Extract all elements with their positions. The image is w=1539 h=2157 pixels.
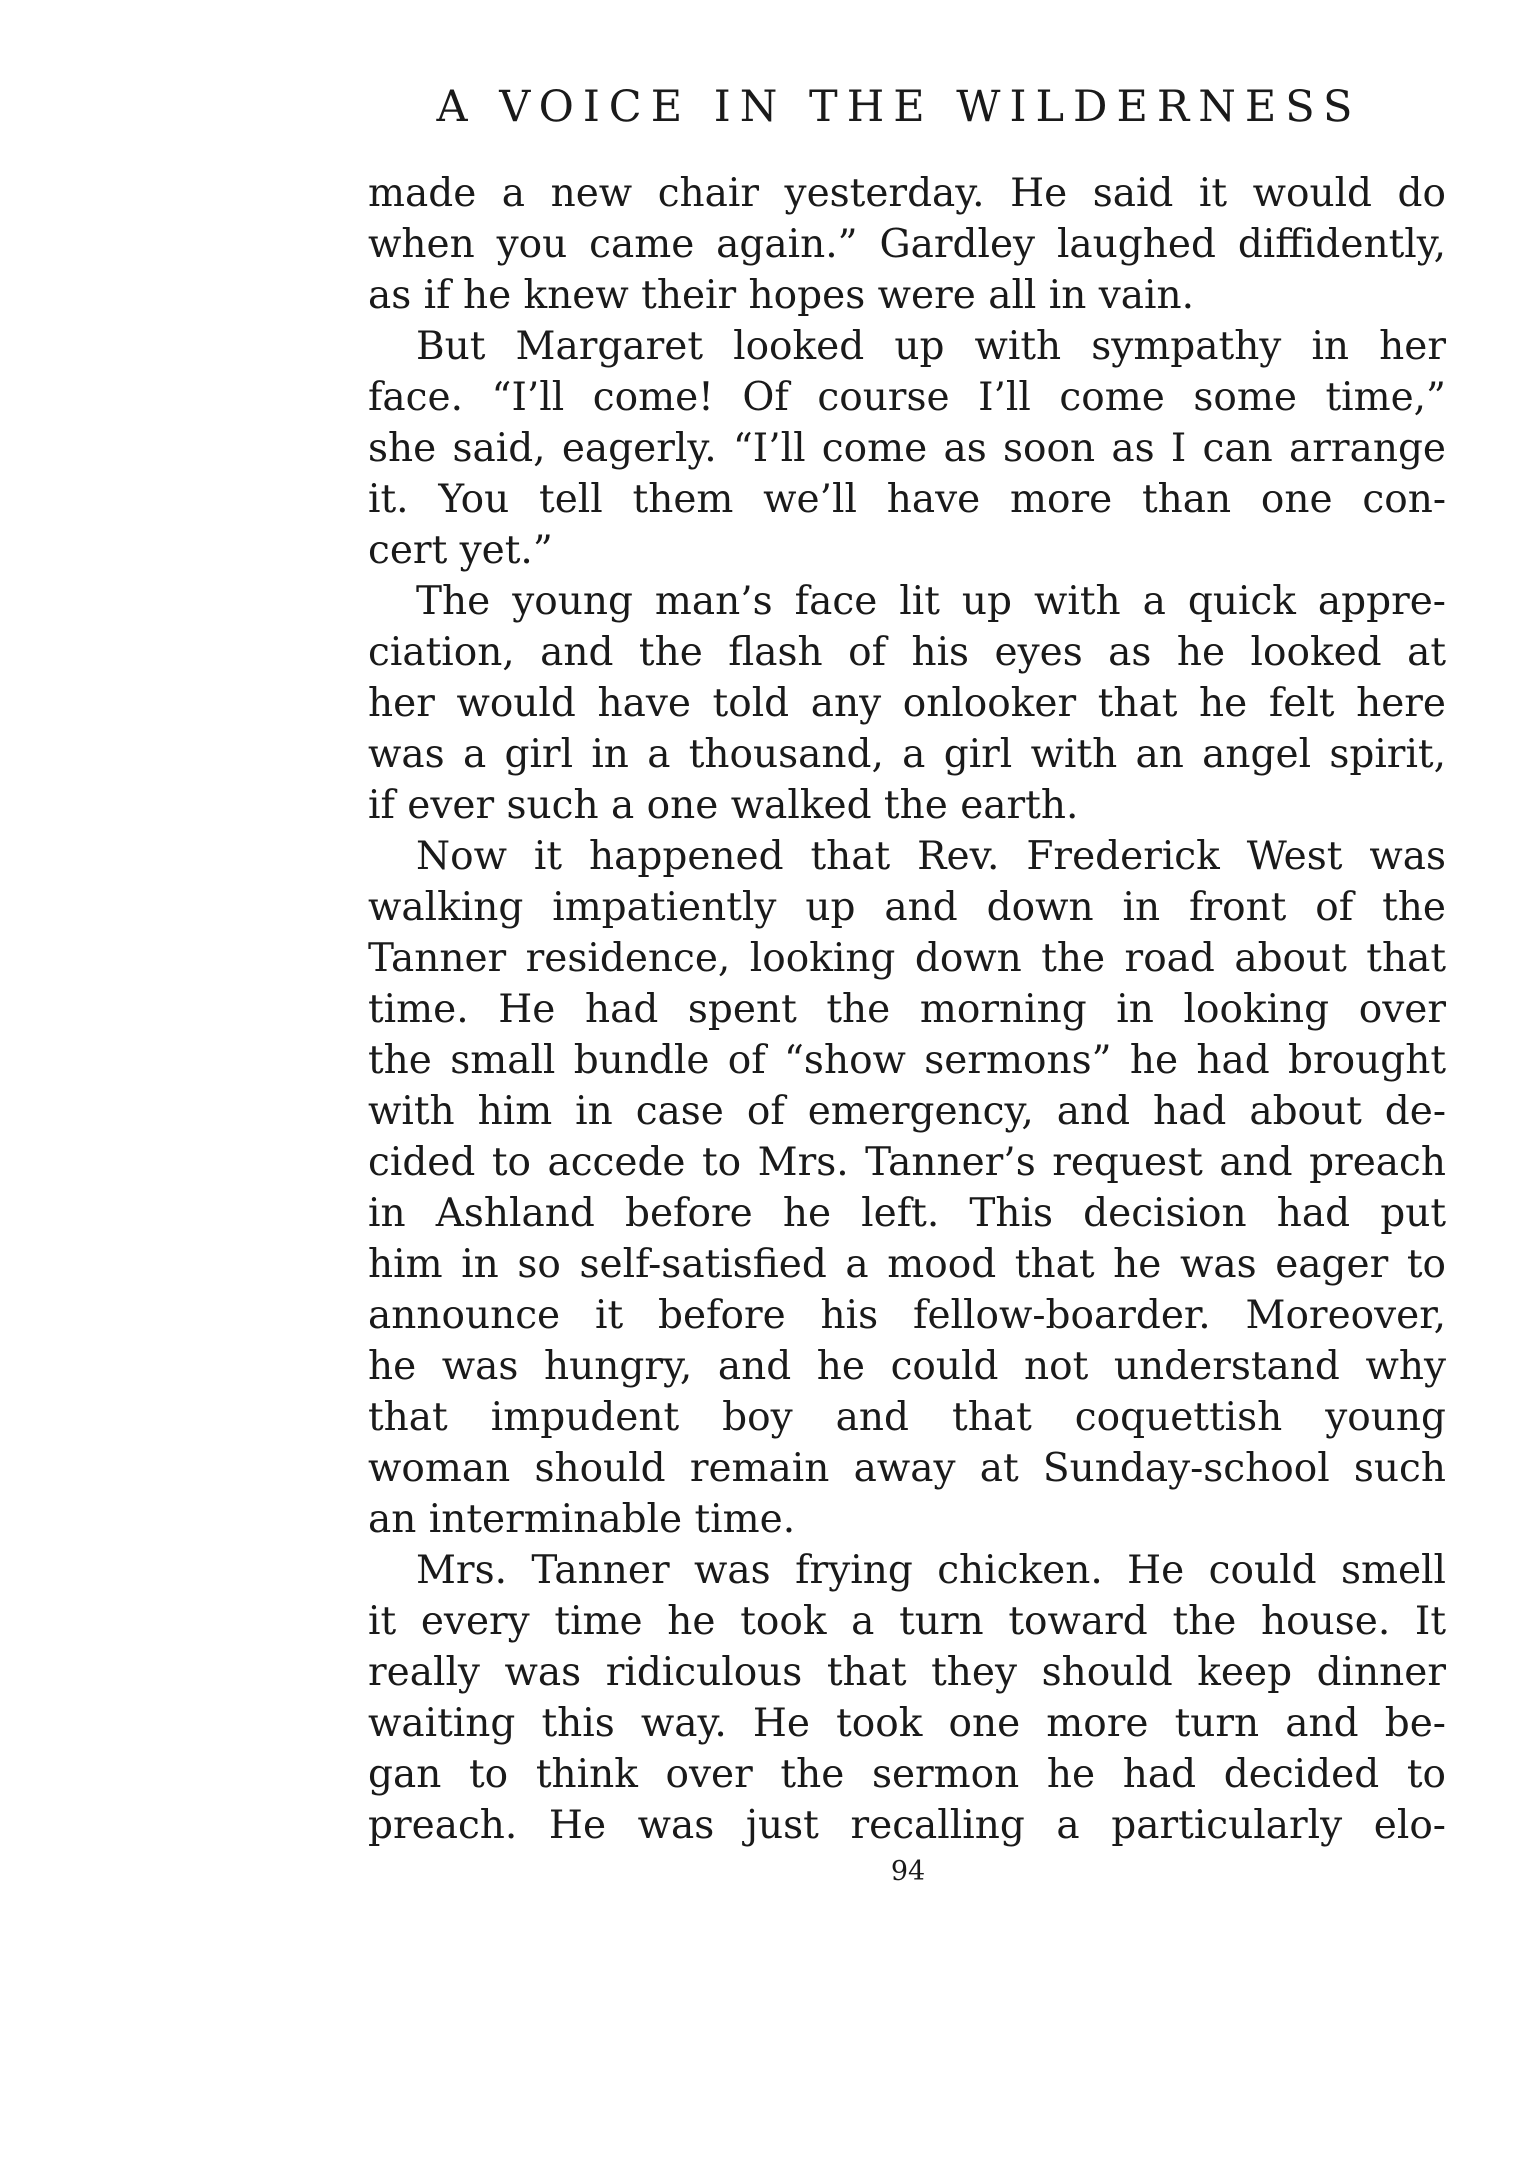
text-line: him in so self-satisfied a mood that he was eager to [368, 1242, 1446, 1287]
body-text [368, 168, 1446, 1851]
text-line: her would have told any onlooker that he felt here [368, 681, 1446, 726]
text-line: the small bundle of “show sermons” he had brought [368, 1038, 1446, 1083]
page-number: 94 [890, 1856, 926, 1887]
running-head: A VOICE IN THE WILDERNESS [436, 82, 1362, 132]
text-line: time. He had spent the morning in looking over [368, 987, 1446, 1032]
text-line: as if he knew their hopes were all in vain. [368, 273, 1195, 318]
text-line: gan to think over the sermon he had decided to [368, 1752, 1446, 1797]
text-line: when you came again.” Gardley laughed diffidently, [368, 222, 1446, 267]
text-line: Mrs. Tanner was frying chicken. He could smell [416, 1548, 1446, 1593]
text-line: he was hungry, and he could not understand why [368, 1344, 1446, 1389]
text-line: it. You tell them we’ll have more than one con- [368, 477, 1446, 522]
text-line: cert yet.” [368, 528, 553, 573]
text-line: cided to accede to Mrs. Tanner’s request and preach [368, 1140, 1446, 1185]
text-line: if ever such a one walked the earth. [368, 783, 1079, 828]
text-line: Now it happened that Rev. Frederick West was [416, 834, 1446, 879]
text-line: with him in case of emergency, and had about de- [368, 1089, 1446, 1134]
text-line: face. “I’ll come! Of course I’ll come some time,” [368, 375, 1446, 420]
text-line: ciation, and the flash of his eyes as he looked at [368, 630, 1446, 675]
text-line: was a girl in a thousand, a girl with an angel spirit, [368, 732, 1446, 777]
text-line: she said, eagerly. “I’ll come as soon as I can arrange [368, 426, 1446, 471]
text-line: woman should remain away at Sunday-school such [368, 1446, 1446, 1491]
text-line: preach. He was just recalling a particularly elo- [368, 1803, 1446, 1848]
text-line: The young man’s face lit up with a quick appre- [416, 579, 1446, 624]
text-line: walking impatiently up and down in front of the [368, 885, 1446, 930]
text-line: announce it before his fellow-boarder. Moreover, [368, 1293, 1446, 1338]
text-line: really was ridiculous that they should keep dinner [368, 1650, 1446, 1695]
text-line: an interminable time. [368, 1497, 796, 1542]
text-line: But Margaret looked up with sympathy in her [416, 324, 1446, 369]
text-line: in Ashland before he left. This decision had put [368, 1191, 1446, 1236]
text-line: made a new chair yesterday. He said it would do [368, 171, 1446, 216]
text-line: waiting this way. He took one more turn and be- [368, 1701, 1446, 1746]
text-line: Tanner residence, looking down the road about that [368, 936, 1446, 981]
text-line: that impudent boy and that coquettish young [368, 1395, 1446, 1440]
text-line: it every time he took a turn toward the house. It [368, 1599, 1446, 1644]
